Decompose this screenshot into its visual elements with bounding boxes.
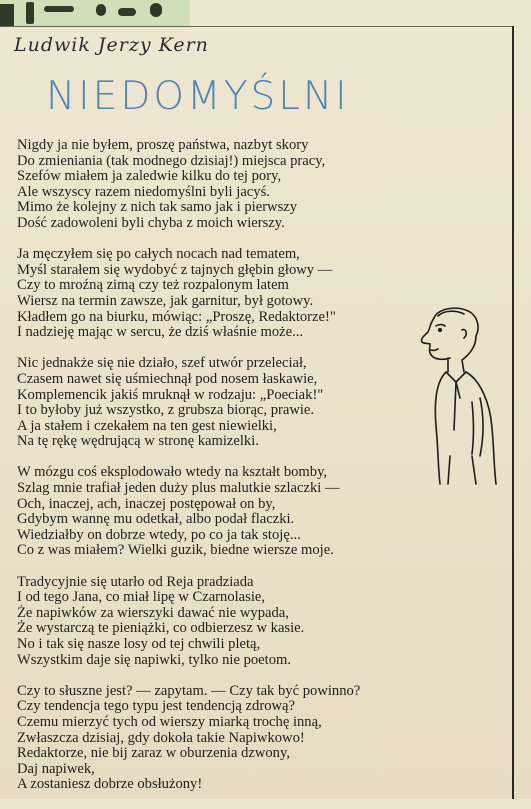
poem-line: I od tego Jana, co miał lipę w Czarnolasie, xyxy=(17,589,266,606)
previous-page-strip xyxy=(0,0,190,26)
poem-line: Ale wszyscy razem niedomyślni byli jacyś. xyxy=(17,183,270,200)
poem-line: Redaktorze, nie bij zaraz w oburzenia dzwony, xyxy=(17,745,290,762)
poem-line: Daj napiwek, xyxy=(17,760,95,777)
page-border-line xyxy=(512,26,514,799)
poem-title: NIEDOMYŚLNI xyxy=(46,74,350,119)
poem-line: I nadzieję mając w sercu, że dziś właśnie może... xyxy=(17,324,304,341)
man-in-suit-illustration xyxy=(414,306,506,488)
poem-line: Szefów miałem ja zaledwie kilku do tej pory, xyxy=(17,168,282,185)
poem-line: Och, inaczej, ach, inaczej postępował on by, xyxy=(17,495,276,512)
poem-line: Czy to mroźną zimą czy też rozpalonym latem xyxy=(17,277,289,294)
poem-line: I to byłoby już wszystko, z grubsza biorąc, prawie. xyxy=(17,402,315,419)
poem-line: Komplemencik jakiś mruknął w rodzaju: „Poeciak!" xyxy=(17,386,324,403)
poem-line: Dość zadowoleni byli chyba z moich wierszy. xyxy=(17,214,285,231)
poem-line: Co z was miałem? Wielki guzik, biedne wiersze moje. xyxy=(17,542,334,559)
poem-line: Że wystarczą te pieniążki, co odbierzesz w kasie. xyxy=(17,620,305,637)
header-rule xyxy=(0,26,514,27)
poem-line: Czemu mierzyć tych od wierszy miarką trochę inną, xyxy=(17,713,322,730)
poem-line: Nigdy ja nie byłem, proszę państwa, nazbyt skory xyxy=(17,137,309,153)
poem-line: Szlag mnie trafiał jeden duży plus malutkie szlaczki — xyxy=(17,480,340,497)
stanza-1 xyxy=(17,138,497,232)
poem-line: Tradycyjnie się utarło od Reja pradziada xyxy=(17,573,254,590)
poem-line: Nic jednakże się nie działo, szef utwór przeleciał, xyxy=(17,355,307,372)
stanza-5 xyxy=(17,575,497,669)
poem-line: Gdybym wannę mu odetkał, albo podał flaczki. xyxy=(17,511,295,528)
poem-line: Wszystkim daje się napiwki, tylko nie poetom. xyxy=(17,651,291,668)
stanza-6 xyxy=(17,684,497,793)
poem-line: Mimo że kolejny z nich tak samo jak i pierwszy xyxy=(17,199,298,216)
poem-line: Czasem nawet się uśmiechnął pod nosem łaskawie, xyxy=(17,370,318,387)
poem-line: Wiersz na termin zawsze, jak garnitur, był gotowy. xyxy=(17,292,314,309)
poem-line: Czy to słuszne jest? — zapytam. — Czy tak być powinno? xyxy=(17,682,361,699)
author-name: Ludwik Jerzy Kern xyxy=(14,34,209,56)
poem-line: A ja stałem i czekałem na ten gest niewielki, xyxy=(17,417,277,434)
poem-line: W mózgu coś eksplodowało wtedy na kształt bomby, xyxy=(17,464,328,481)
poem-line: No i tak się nasze losy od tej chwili pletą, xyxy=(17,636,261,652)
poem-line: Że napiwków za wierszyki dawać nie wypada, xyxy=(17,604,289,621)
poem-line: Myśl starałem się wydobyć z tajnych głębin głowy — xyxy=(17,261,333,278)
poem-line: Ja męczyłem się po całych nocach nad tematem, xyxy=(17,246,300,263)
poem-line: Do zmieniania (tak modnego dzisiaj!) miejsca pracy, xyxy=(17,152,326,169)
poem-line: Kładłem go na biurku, mówiąc: „Proszę, Redaktorze!" xyxy=(17,308,336,325)
poem-line: Na tę rękę wędrującą w stronę kamizelki. xyxy=(17,433,259,450)
poem-line: Wiedziałby on dobrze wtedy, po co ja tak stoję... xyxy=(17,526,301,543)
poem-line: Czy tendencja tego typu jest tendencją zdrową? xyxy=(17,698,295,715)
poem-line: A zostaniesz dobrze obsłużony! xyxy=(17,776,203,793)
poem-line: Zwłaszcza dzisiaj, gdy dokoła takie Napiwkowo! xyxy=(17,729,305,746)
